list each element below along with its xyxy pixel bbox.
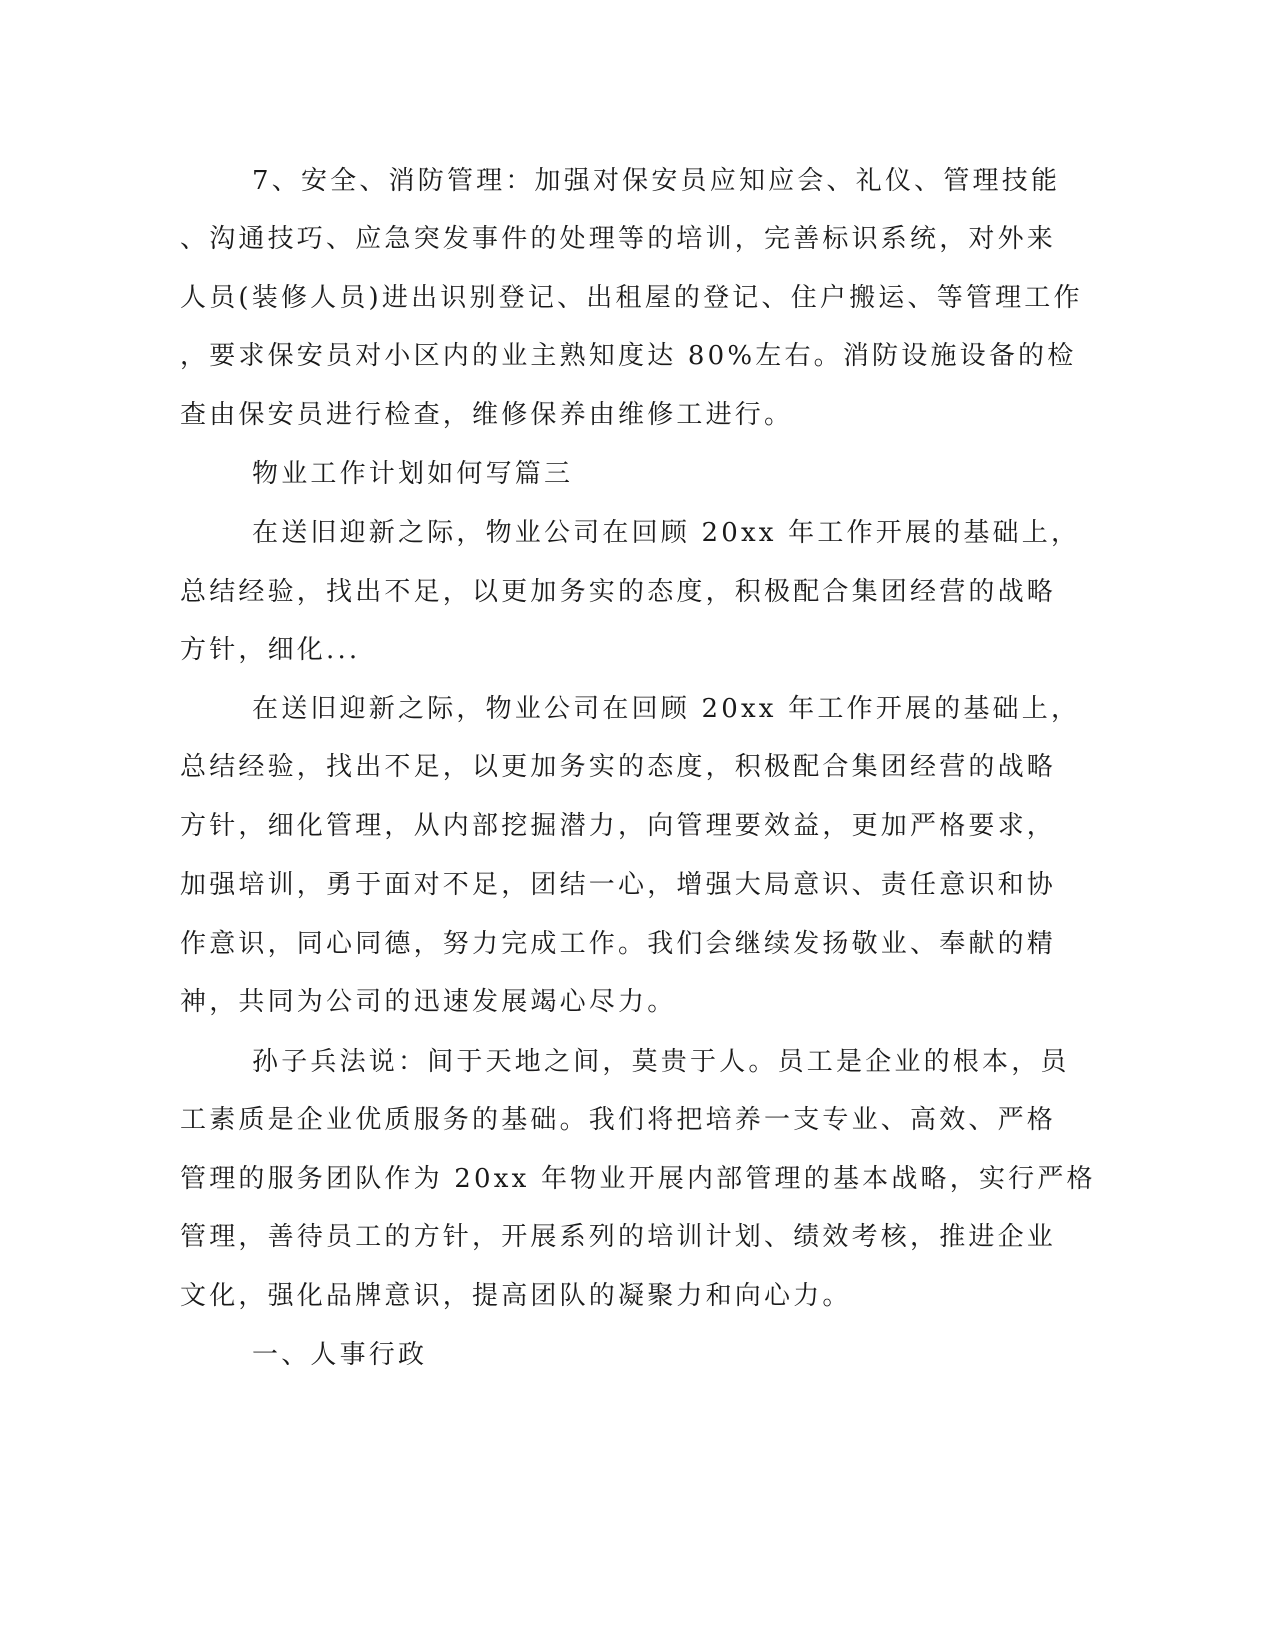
paragraph-1-line-2: 、沟通技巧、应急突发事件的处理等的培训，完善标识系统，对外来 [180, 224, 1057, 254]
paragraph-4-line-4: 管理，善待员工的方针，开展系列的培训计划、绩效考核，推进企业 [180, 1222, 1057, 1252]
paragraph-4-line-1: 孙子兵法说：间于天地之间，莫贵于人。员工是企业的根本，员 [252, 1047, 1070, 1077]
paragraph-3-line-1: 在送旧迎新之际，物业公司在回顾 20xx 年工作开展的基础上， [252, 694, 1081, 724]
paragraph-3-line-2: 总结经验，找出不足，以更加务实的态度，积极配合集团经营的战略 [180, 752, 1057, 782]
paragraph-3-line-6: 神，共同为公司的迅速发展竭心尽力。 [180, 987, 677, 1017]
excerpt-line-3: 方针，细化... [180, 635, 361, 665]
paragraph-1-line-5: 查由保安员进行检查，维修保养由维修工进行。 [180, 400, 794, 430]
paragraph-3-line-5: 作意识，同心同德，努力完成工作。我们会继续发扬敬业、奉献的精 [180, 929, 1057, 959]
paragraph-4-line-5: 文化，强化品牌意识，提高团队的凝聚力和向心力。 [180, 1281, 852, 1311]
paragraph-4-line-3: 管理的服务团队作为 20xx 年物业开展内部管理的基本战略，实行严格 [180, 1164, 1096, 1194]
excerpt-line-1: 在送旧迎新之际，物业公司在回顾 20xx 年工作开展的基础上， [252, 518, 1081, 548]
paragraph-1-line-1: 7、安全、消防管理：加强对保安员应知应会、礼仪、管理技能 [252, 166, 1061, 196]
paragraph-1-line-3: 人员(装修人员)进出识别登记、出租屋的登记、住户搬运、等管理工作 [180, 283, 1083, 313]
paragraph-1-line-4: ，要求保安员对小区内的业主熟知度达 80%左右。消防设施设备的检 [180, 341, 1077, 371]
excerpt-line-2: 总结经验，找出不足，以更加务实的态度，积极配合集团经营的战略 [180, 577, 1057, 607]
paragraph-3-line-3: 方针，细化管理，从内部挖掘潜力，向管理要效益，更加严格要求， [180, 811, 1057, 841]
paragraph-4-line-2: 工素质是企业优质服务的基础。我们将把培养一支专业、高效、严格 [180, 1105, 1057, 1135]
paragraph-3-line-4: 加强培训，勇于面对不足，团结一心，增强大局意识、责任意识和协 [180, 870, 1057, 900]
subheading-hr-admin: 一、人事行政 [252, 1340, 428, 1370]
section-title: 物业工作计划如何写篇三 [252, 459, 574, 489]
